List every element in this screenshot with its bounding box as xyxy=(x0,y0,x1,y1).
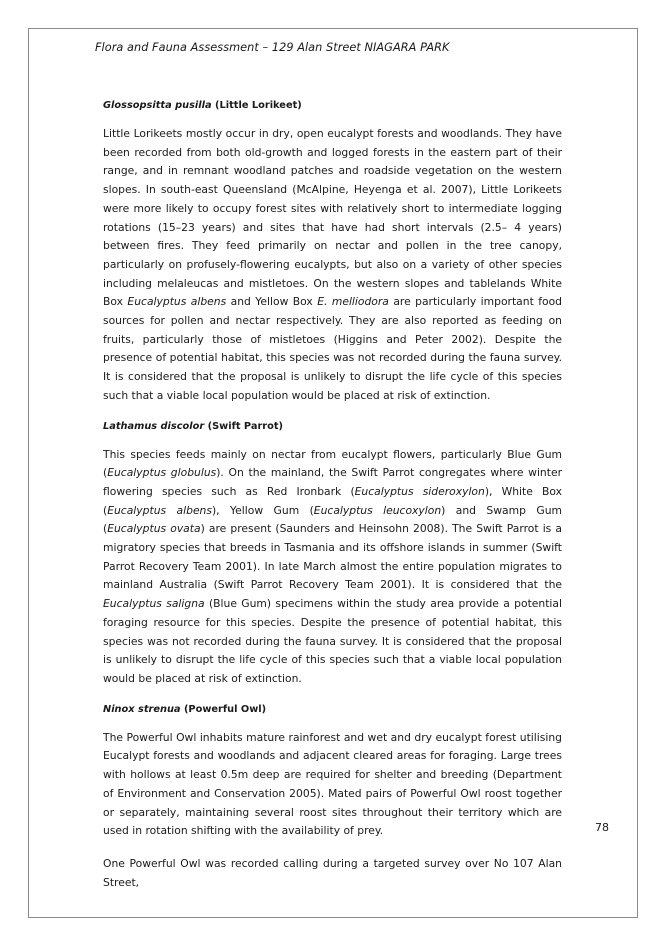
italic-text: Eucalyptus albens xyxy=(107,503,212,517)
common-name: (Powerful Owl) xyxy=(180,703,267,715)
text-run: ), White Box ( xyxy=(103,484,562,517)
text-run: and Yellow Box xyxy=(226,295,318,309)
text-run: One Powerful Owl was recorded calling during a targeted survey over No 107 Alan Street, xyxy=(103,856,562,889)
italic-text: Eucalyptus albens xyxy=(127,295,227,309)
text-run: Little Lorikeets mostly occur in dry, open eucalypt forests and woodlands. They have been recorded from both old-growth and logged forests in the eastern part of their range, and in remnant woodland patches and roadside vegetation on the western slopes. In south-east Queensland (McAlpine, Heyenga et al. 2007), Little Lorikeets were more likely to occupy forest sites with relatively short to intermediate logging rotations (15–23 years) and sites that have had short intervals (2.5– 4 years) between fires. They feed primarily on nectar and pollen in the tree canopy, particularly on profusely-flowering eucalypts, but also on a variety of other species including melaleucas and mistletoes. On the western slopes and tablelands White Box xyxy=(103,127,562,309)
italic-text: Eucalyptus globulus xyxy=(107,466,217,480)
text-run: ), Yellow Gum ( xyxy=(211,503,314,517)
scientific-name: Ninox strenua xyxy=(103,703,181,715)
body-paragraph xyxy=(103,446,562,689)
body-paragraph xyxy=(103,855,562,892)
scientific-name: Lathamus discolor xyxy=(103,420,205,432)
italic-text: Eucalyptus ovata xyxy=(107,522,201,536)
scientific-name: Glossopsitta pusilla xyxy=(103,100,212,111)
text-run: are particularly important food sources for pollen and nectar respectively. They are also reported as feeding on fruits, particularly those of mistletoes (Higgins and Peter 2002). Despite the presence of potential habitat, this species was not recorded during the fauna survey. It is considered that the proposal is unlikely to disrupt the life cycle of this species such that a viable local population would be placed at risk of extinction. xyxy=(103,295,562,402)
common-name: (Little Lorikeet) xyxy=(211,100,302,111)
italic-text: Eucalyptus sideroxylon xyxy=(354,484,485,498)
common-name: (Swift Parrot) xyxy=(204,420,284,432)
species-heading xyxy=(103,420,562,433)
body-paragraph xyxy=(103,729,562,841)
italic-text: Eucalyptus saligna xyxy=(103,597,205,611)
species-heading xyxy=(103,99,562,112)
italic-text: E. melliodora xyxy=(317,295,389,309)
page-header: Flora and Fauna Assessment – 129 Alan Street NIAGARA PARK xyxy=(95,41,450,54)
text-run: (Blue Gum) specimens within the study area provide a potential foraging resource for this species. Despite the presence of potential habitat, this species was not recorded during the fauna survey. It is considered that the proposal is unlikely to disrupt the life cycle of this species such that a viable local population would be placed at risk of extinction. xyxy=(103,597,562,685)
document-page xyxy=(28,28,638,918)
text-run: ) and Swamp Gum ( xyxy=(103,503,562,536)
page-number: 78 xyxy=(595,821,609,834)
body-paragraph xyxy=(103,125,562,406)
text-run: This species feeds mainly on nectar from eucalypt flowers, particularly Blue Gum ( xyxy=(103,447,562,480)
italic-text: Eucalyptus leucoxylon xyxy=(313,503,442,517)
species-heading xyxy=(103,703,562,716)
text-run: The Powerful Owl inhabits mature rainforest and wet and dry eucalypt forest utilising Eucalypt forests and woodlands and adjacent cleared areas for foraging. Large trees with hollows at least 0.5m deep are required for shelter and breeding (Department of Environment and Conservation 2005). Mated pairs of Powerful Owl roost together or separately, maintaining several roost sites throughout their territory which are used in rotation shifting with the availability of prey. xyxy=(103,730,562,838)
text-run: ) are present (Saunders and Heinsohn 2008). The Swift Parrot is a migratory species that breeds in Tasmania and its offshore islands in summer (Swift Parrot Recovery Team 2001). In late March almost the entire population migrates to mainland Australia (Swift Parrot Recovery Team 2001). It is considered that the xyxy=(103,522,563,592)
text-run: ). On the mainland, the Swift Parrot congregates where winter flowering species such as Red Ironbark ( xyxy=(103,466,562,498)
page-content xyxy=(103,99,562,906)
